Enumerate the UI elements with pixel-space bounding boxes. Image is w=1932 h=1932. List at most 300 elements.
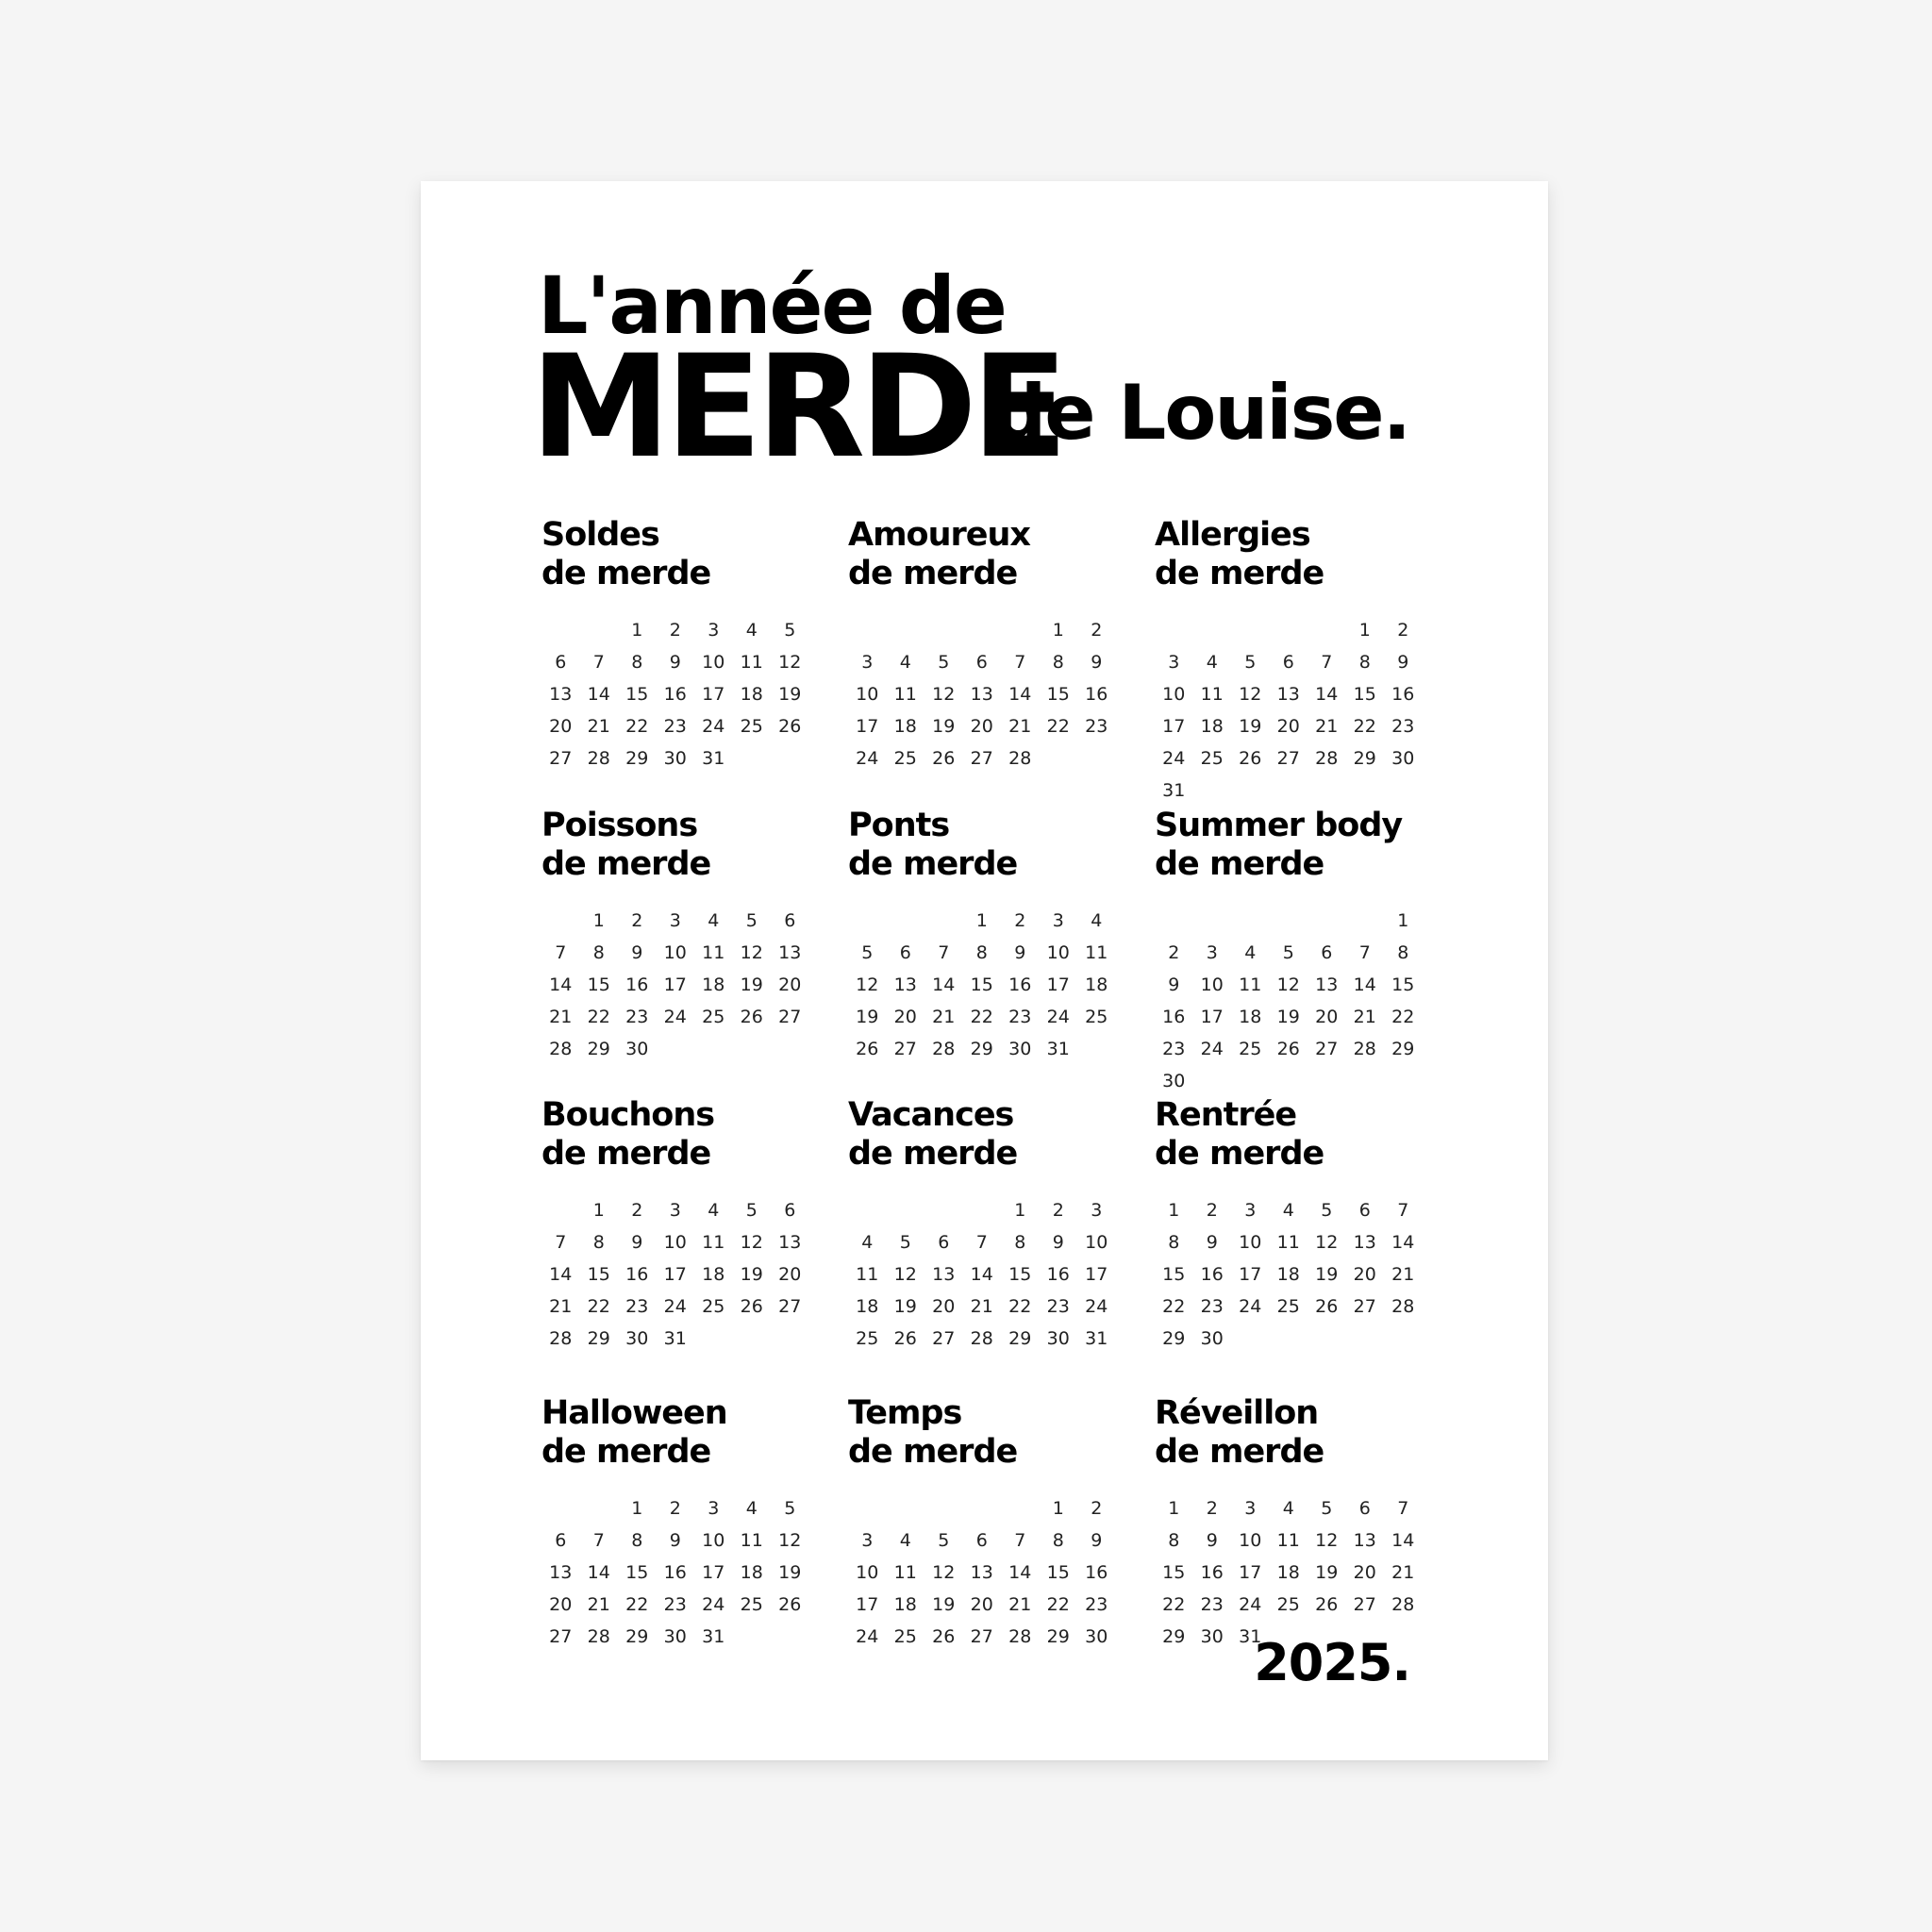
day-number: 16: [1008, 974, 1032, 995]
month-day-grid: [541, 614, 815, 774]
day-number: 11: [856, 1264, 879, 1285]
day-number: 16: [625, 974, 649, 995]
month-title: [541, 1096, 815, 1174]
day-blank: [963, 614, 1002, 646]
day-blank: [580, 614, 619, 646]
day-number: 4: [861, 1232, 874, 1253]
day-number: 14: [970, 1264, 993, 1285]
day-number: 6: [555, 652, 567, 673]
day-blank: [1155, 614, 1193, 646]
day-number: 8: [1397, 942, 1409, 963]
month-title-line1: Amoureux: [848, 516, 1031, 554]
day-number: 15: [587, 974, 610, 995]
month-title-line2: de merde: [541, 1135, 711, 1173]
day-number: 2: [1052, 1200, 1064, 1221]
day-number: 6: [1282, 652, 1294, 673]
day-blank: [963, 1194, 1002, 1226]
day-number: 26: [778, 1594, 802, 1615]
day-blank: [887, 1492, 925, 1524]
day-number: 23: [1162, 1039, 1186, 1059]
day-number: 29: [625, 1626, 649, 1647]
day-number: 21: [1315, 716, 1339, 737]
day-number: 15: [1008, 1264, 1032, 1285]
day-number: 2: [669, 1498, 681, 1519]
day-number: 5: [938, 1530, 950, 1551]
day-number: 4: [899, 1530, 911, 1551]
day-number: 29: [1353, 748, 1376, 769]
day-number: 4: [745, 620, 758, 641]
day-number: 18: [856, 1296, 879, 1317]
day-number: 3: [1091, 1200, 1103, 1221]
day-number: 26: [1315, 1296, 1339, 1317]
day-number: 6: [555, 1530, 567, 1551]
day-number: 18: [1276, 1562, 1300, 1583]
day-number: 1: [592, 910, 605, 931]
day-number: 28: [1008, 1626, 1032, 1647]
day-number: 4: [1206, 652, 1218, 673]
day-number: 7: [975, 1232, 988, 1253]
month-block: [541, 516, 815, 774]
calendar-poster: [421, 181, 1548, 1760]
day-number: 27: [1353, 1594, 1376, 1615]
day-number: 29: [587, 1039, 610, 1059]
day-number: 19: [932, 1594, 956, 1615]
day-number: 2: [631, 910, 643, 931]
day-number: 22: [587, 1007, 610, 1027]
day-number: 2: [1168, 942, 1180, 963]
day-number: 27: [932, 1328, 956, 1349]
day-number: 24: [663, 1296, 687, 1317]
day-number: 25: [740, 1594, 763, 1615]
month-title: [541, 516, 815, 593]
day-number: 3: [669, 910, 681, 931]
day-number: 7: [1358, 942, 1371, 963]
day-number: 19: [740, 1264, 763, 1285]
day-number: 24: [1046, 1007, 1070, 1027]
month-title: [1155, 516, 1428, 593]
day-number: 14: [1315, 684, 1339, 705]
day-number: 7: [1014, 1530, 1026, 1551]
day-number: 1: [1052, 620, 1064, 641]
day-number: 25: [893, 1626, 917, 1647]
day-number: 5: [938, 652, 950, 673]
month-title-line2: de merde: [848, 1433, 1018, 1471]
day-number: 1: [1397, 910, 1409, 931]
day-number: 25: [1276, 1594, 1300, 1615]
day-number: 14: [549, 1264, 573, 1285]
day-number: 19: [1239, 716, 1262, 737]
day-number: 4: [745, 1498, 758, 1519]
month-title-line2: de merde: [541, 845, 711, 883]
month-title-line1: Réveillon: [1155, 1394, 1319, 1432]
day-blank: [924, 1194, 963, 1226]
day-number: 29: [1391, 1039, 1415, 1059]
day-number: 24: [702, 716, 725, 737]
month-day-grid: [541, 905, 815, 1065]
day-number: 28: [1353, 1039, 1376, 1059]
day-number: 2: [1091, 1498, 1103, 1519]
day-number: 15: [1162, 1264, 1186, 1285]
month-title-line2: de merde: [541, 1433, 711, 1471]
day-number: 13: [1276, 684, 1300, 705]
day-number: 30: [625, 1328, 649, 1349]
day-number: 6: [1358, 1498, 1371, 1519]
month-day-grid: [541, 1194, 815, 1355]
day-blank: [541, 1194, 580, 1226]
day-number: 19: [893, 1296, 917, 1317]
day-number: 19: [778, 1562, 802, 1583]
day-blank: [1307, 614, 1346, 646]
day-number: 31: [1162, 780, 1186, 801]
day-number: 16: [1200, 1264, 1224, 1285]
day-number: 8: [1358, 652, 1371, 673]
day-number: 27: [778, 1296, 802, 1317]
day-number: 5: [784, 1498, 796, 1519]
day-number: 14: [1391, 1530, 1415, 1551]
day-number: 9: [1168, 974, 1180, 995]
day-number: 11: [702, 942, 725, 963]
month-title-line2: de merde: [541, 555, 711, 592]
day-number: 22: [587, 1296, 610, 1317]
day-number: 6: [899, 942, 911, 963]
day-number: 25: [702, 1007, 725, 1027]
day-number: 4: [708, 1200, 720, 1221]
day-number: 18: [702, 974, 725, 995]
day-number: 29: [970, 1039, 993, 1059]
day-number: 10: [663, 942, 687, 963]
day-number: 18: [1200, 716, 1224, 737]
day-number: 25: [1239, 1039, 1262, 1059]
day-number: 12: [740, 1232, 763, 1253]
day-number: 10: [1085, 1232, 1108, 1253]
day-number: 15: [625, 684, 649, 705]
day-number: 16: [663, 1562, 687, 1583]
day-number: 14: [1008, 684, 1032, 705]
day-number: 15: [625, 1562, 649, 1583]
day-number: 20: [549, 1594, 573, 1615]
day-number: 30: [663, 748, 687, 769]
day-blank: [924, 614, 963, 646]
day-number: 27: [893, 1039, 917, 1059]
day-number: 6: [1358, 1200, 1371, 1221]
day-blank: [580, 1492, 619, 1524]
day-number: 10: [1046, 942, 1070, 963]
month-title-line1: Vacances: [848, 1096, 1014, 1134]
day-number: 10: [1239, 1232, 1262, 1253]
month-title: [1155, 1096, 1428, 1174]
day-number: 25: [1085, 1007, 1108, 1027]
month-title-line1: Rentrée: [1155, 1096, 1297, 1134]
day-number: 23: [1391, 716, 1415, 737]
day-number: 9: [631, 1232, 643, 1253]
day-number: 19: [1315, 1562, 1339, 1583]
day-number: 11: [1200, 684, 1224, 705]
day-number: 7: [555, 942, 567, 963]
day-number: 10: [702, 1530, 725, 1551]
day-number: 15: [587, 1264, 610, 1285]
day-number: 18: [740, 1562, 763, 1583]
day-number: 25: [893, 748, 917, 769]
day-number: 2: [1014, 910, 1026, 931]
day-number: 17: [1239, 1264, 1262, 1285]
day-number: 21: [1391, 1264, 1415, 1285]
day-number: 4: [1282, 1498, 1294, 1519]
day-number: 20: [970, 716, 993, 737]
day-blank: [848, 905, 887, 937]
day-number: 21: [932, 1007, 956, 1027]
day-number: 13: [932, 1264, 956, 1285]
day-number: 31: [702, 1626, 725, 1647]
day-blank: [848, 614, 887, 646]
day-number: 30: [625, 1039, 649, 1059]
day-number: 24: [856, 748, 879, 769]
day-number: 3: [708, 1498, 720, 1519]
day-number: 28: [1391, 1296, 1415, 1317]
month-day-grid: [1155, 614, 1428, 807]
day-number: 7: [1014, 652, 1026, 673]
day-number: 28: [932, 1039, 956, 1059]
day-number: 25: [1276, 1296, 1300, 1317]
day-number: 1: [631, 620, 643, 641]
day-number: 20: [1353, 1264, 1376, 1285]
month-title: [541, 1394, 815, 1472]
poster-title-big: MERDE: [530, 325, 1063, 490]
day-blank: [1270, 614, 1308, 646]
day-number: 22: [970, 1007, 993, 1027]
day-number: 5: [745, 1200, 758, 1221]
day-number: 23: [1200, 1594, 1224, 1615]
day-number: 28: [970, 1328, 993, 1349]
day-number: 17: [663, 1264, 687, 1285]
day-blank: [848, 1492, 887, 1524]
day-number: 30: [1008, 1039, 1032, 1059]
day-number: 4: [1091, 910, 1103, 931]
month-title-line1: Allergies: [1155, 516, 1310, 554]
day-number: 19: [856, 1007, 879, 1027]
day-number: 14: [1008, 1562, 1032, 1583]
day-number: 8: [1014, 1232, 1026, 1253]
day-number: 28: [549, 1328, 573, 1349]
month-block: [1155, 807, 1428, 1097]
day-number: 10: [856, 1562, 879, 1583]
day-blank: [1270, 905, 1308, 937]
day-number: 21: [549, 1007, 573, 1027]
month-title-line1: Ponts: [848, 807, 950, 844]
day-number: 5: [899, 1232, 911, 1253]
day-number: 11: [740, 1530, 763, 1551]
day-number: 3: [1168, 652, 1180, 673]
day-number: 7: [1397, 1200, 1409, 1221]
day-number: 21: [587, 716, 610, 737]
day-number: 28: [1315, 748, 1339, 769]
day-number: 16: [663, 684, 687, 705]
day-number: 26: [932, 1626, 956, 1647]
day-number: 25: [1200, 748, 1224, 769]
day-number: 21: [549, 1296, 573, 1317]
day-number: 24: [856, 1626, 879, 1647]
day-number: 2: [631, 1200, 643, 1221]
day-number: 3: [861, 652, 874, 673]
day-number: 6: [938, 1232, 950, 1253]
day-number: 8: [1168, 1232, 1180, 1253]
day-number: 20: [778, 1264, 802, 1285]
month-day-grid: [848, 1194, 1122, 1355]
day-number: 12: [740, 942, 763, 963]
day-blank: [887, 905, 925, 937]
day-number: 29: [1046, 1626, 1070, 1647]
month-day-grid: [541, 1492, 815, 1653]
day-number: 3: [669, 1200, 681, 1221]
day-blank: [1001, 1492, 1040, 1524]
day-number: 8: [631, 1530, 643, 1551]
day-number: 31: [1239, 1626, 1262, 1647]
day-number: 7: [592, 1530, 605, 1551]
day-number: 20: [893, 1007, 917, 1027]
day-blank: [1346, 905, 1385, 937]
day-number: 10: [663, 1232, 687, 1253]
day-number: 23: [1085, 716, 1108, 737]
day-number: 12: [1239, 684, 1262, 705]
day-number: 16: [1085, 1562, 1108, 1583]
day-number: 13: [778, 1232, 802, 1253]
day-number: 30: [1046, 1328, 1070, 1349]
day-number: 15: [1162, 1562, 1186, 1583]
day-number: 16: [1085, 684, 1108, 705]
day-number: 13: [893, 974, 917, 995]
month-title-line2: de merde: [1155, 1135, 1324, 1173]
day-number: 17: [1085, 1264, 1108, 1285]
month-title: [848, 1096, 1122, 1174]
day-number: 24: [1162, 748, 1186, 769]
day-number: 16: [1162, 1007, 1186, 1027]
day-number: 12: [1315, 1530, 1339, 1551]
day-number: 28: [1391, 1594, 1415, 1615]
day-number: 18: [893, 1594, 917, 1615]
day-number: 23: [663, 716, 687, 737]
day-number: 12: [1315, 1232, 1339, 1253]
day-number: 5: [861, 942, 874, 963]
day-number: 17: [1162, 716, 1186, 737]
month-title: [1155, 807, 1428, 884]
day-number: 22: [625, 1594, 649, 1615]
day-number: 8: [1052, 1530, 1064, 1551]
month-block: [848, 1394, 1122, 1653]
day-number: 25: [856, 1328, 879, 1349]
day-number: 14: [932, 974, 956, 995]
day-number: 23: [1085, 1594, 1108, 1615]
month-block: [541, 1096, 815, 1355]
day-number: 7: [555, 1232, 567, 1253]
day-number: 23: [1200, 1296, 1224, 1317]
day-number: 11: [1276, 1232, 1300, 1253]
day-number: 10: [1200, 974, 1224, 995]
day-number: 9: [1052, 1232, 1064, 1253]
month-title: [848, 516, 1122, 593]
day-number: 7: [592, 652, 605, 673]
day-number: 5: [784, 620, 796, 641]
day-number: 19: [740, 974, 763, 995]
day-number: 21: [1008, 1594, 1032, 1615]
day-number: 23: [1008, 1007, 1032, 1027]
day-blank: [1155, 905, 1193, 937]
month-block: [848, 1096, 1122, 1355]
day-number: 13: [549, 1562, 573, 1583]
day-number: 22: [625, 716, 649, 737]
day-number: 30: [1085, 1626, 1108, 1647]
day-number: 13: [778, 942, 802, 963]
day-number: 29: [1008, 1328, 1032, 1349]
day-blank: [887, 1194, 925, 1226]
day-number: 3: [1206, 942, 1218, 963]
day-number: 20: [1276, 716, 1300, 737]
day-number: 20: [932, 1296, 956, 1317]
day-number: 2: [669, 620, 681, 641]
day-number: 1: [1014, 1200, 1026, 1221]
month-title: [848, 1394, 1122, 1472]
month-title-line2: de merde: [848, 1135, 1018, 1173]
day-number: 31: [1085, 1328, 1108, 1349]
day-number: 8: [592, 1232, 605, 1253]
day-number: 16: [625, 1264, 649, 1285]
day-number: 23: [625, 1296, 649, 1317]
day-blank: [1193, 905, 1232, 937]
day-number: 4: [899, 652, 911, 673]
day-number: 5: [1321, 1498, 1333, 1519]
day-number: 7: [938, 942, 950, 963]
month-title-line2: de merde: [848, 555, 1018, 592]
month-block: [541, 1394, 815, 1653]
day-number: 14: [587, 684, 610, 705]
day-number: 6: [784, 1200, 796, 1221]
month-block: [1155, 516, 1428, 807]
day-number: 11: [702, 1232, 725, 1253]
month-title-line2: de merde: [848, 845, 1018, 883]
day-number: 4: [708, 910, 720, 931]
month-block: [848, 516, 1122, 774]
day-blank: [1307, 905, 1346, 937]
day-number: 2: [1206, 1200, 1218, 1221]
day-number: 13: [1353, 1232, 1376, 1253]
day-number: 15: [1353, 684, 1376, 705]
month-title-line1: Soldes: [541, 516, 659, 554]
day-number: 1: [975, 910, 988, 931]
day-number: 26: [856, 1039, 879, 1059]
day-number: 16: [1046, 1264, 1070, 1285]
day-number: 16: [1391, 684, 1415, 705]
day-number: 26: [740, 1007, 763, 1027]
day-number: 9: [1397, 652, 1409, 673]
day-number: 26: [1315, 1594, 1339, 1615]
day-number: 18: [702, 1264, 725, 1285]
day-blank: [1231, 614, 1270, 646]
day-number: 17: [702, 684, 725, 705]
day-number: 9: [1091, 652, 1103, 673]
day-number: 20: [549, 716, 573, 737]
month-title-line1: Summer body: [1155, 807, 1403, 844]
day-number: 28: [587, 1626, 610, 1647]
day-number: 10: [856, 684, 879, 705]
day-number: 5: [1244, 652, 1257, 673]
day-number: 3: [1244, 1200, 1257, 1221]
day-number: 21: [587, 1594, 610, 1615]
month-day-grid: [1155, 1492, 1428, 1653]
day-number: 31: [702, 748, 725, 769]
day-number: 17: [1200, 1007, 1224, 1027]
day-number: 26: [1276, 1039, 1300, 1059]
day-blank: [924, 905, 963, 937]
poster-title-line1: L'année de: [538, 259, 1006, 352]
day-number: 15: [1391, 974, 1415, 995]
